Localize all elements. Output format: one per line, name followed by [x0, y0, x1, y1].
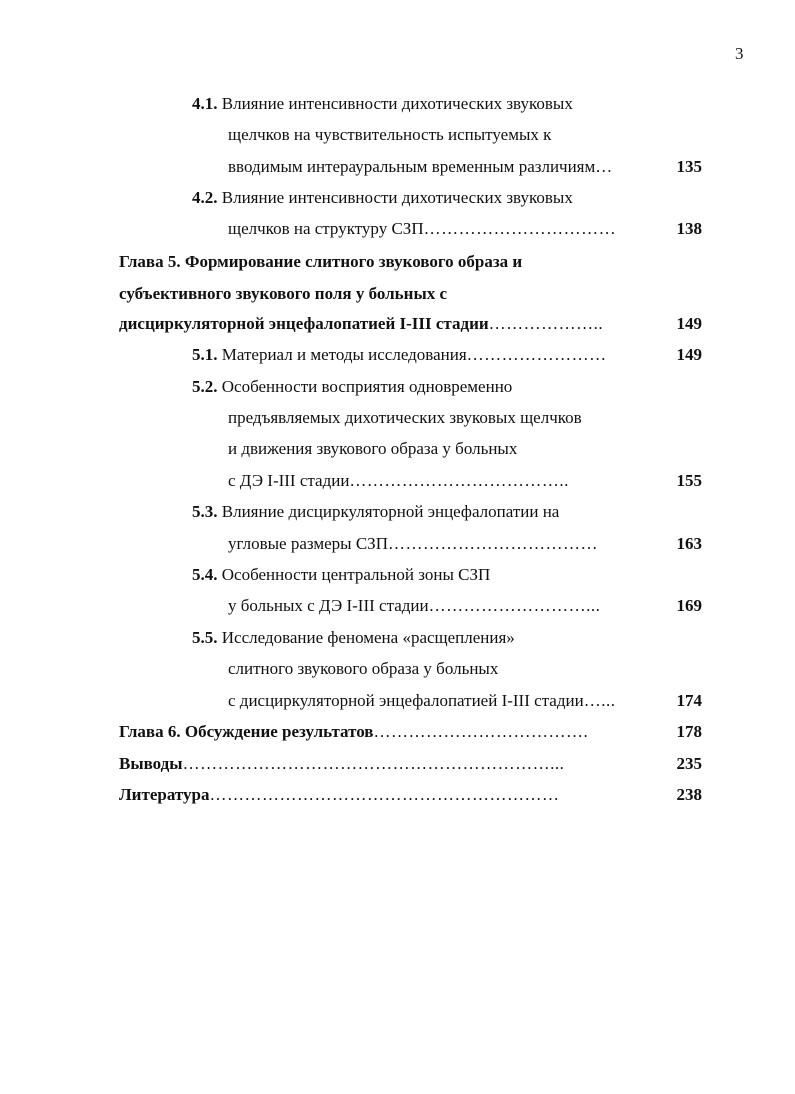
toc-entry-4-1-line2: щелчков на чувствительность испытуемых к	[228, 125, 552, 144]
toc-literature	[119, 785, 559, 805]
toc-entry-5-1	[192, 345, 607, 365]
page-ref-chapter-6: 178	[676, 722, 702, 741]
section-number: 5.4.	[192, 565, 218, 584]
toc-entry-5-5-line3	[228, 691, 615, 711]
chapter-title-cont: дисциркуляторной энцефалопатией I-III стадии	[119, 314, 489, 333]
leader-dots: ………………………...	[428, 596, 601, 615]
section-number: 5.1.	[192, 345, 218, 364]
page-ref-chapter-5: 149	[676, 314, 702, 333]
page-ref-5-1: 149	[676, 345, 702, 364]
toc-conclusions	[119, 754, 564, 774]
section-number: 5.3.	[192, 502, 218, 521]
section-number: 4.2.	[192, 188, 218, 207]
leader-dots: ………………..	[488, 314, 604, 333]
toc-entry-5-2	[192, 377, 512, 397]
toc-entry-5-2-line4	[228, 471, 569, 491]
section-title-cont: с дисциркуляторной энцефалопатией I-III стадии	[228, 691, 584, 710]
toc-entry-4-1-line3: вводимым интерауральным временным различиям…	[228, 157, 613, 176]
toc-entry-5-5	[192, 628, 515, 648]
section-title: Влияние дисциркуляторной энцефалопатии на	[217, 502, 560, 521]
toc-chapter-5-line3	[119, 314, 603, 334]
toc-entry-4-1	[192, 94, 573, 114]
section-title: Особенности центральной зоны СЗП	[217, 565, 491, 584]
page-ref-5-3: 163	[676, 534, 702, 553]
section-title-cont: щелчков на структуру СЗП	[228, 219, 424, 238]
toc-chapter-5: Глава 5. Формирование слитного звукового образа и	[119, 252, 523, 271]
toc-entry-5-5-line2: слитного звукового образа у больных	[228, 659, 499, 678]
leader-dots: ………………………………..	[349, 471, 569, 490]
section-number: 4.1.	[192, 94, 218, 113]
page-ref-conclusions: 235	[676, 754, 702, 773]
section-title: Исследование феномена «расщепления»	[217, 628, 515, 647]
section-title: Особенности восприятия одновременно	[217, 377, 513, 396]
leader-dots: ………………………………………………………...	[182, 754, 565, 773]
section-title: Влияние интенсивности дихотических звуковых	[217, 94, 573, 113]
toc-entry-5-3	[192, 502, 559, 522]
chapter-title: Литература	[119, 785, 210, 804]
section-title-cont: у больных с ДЭ I-III стадии	[228, 596, 429, 615]
page-ref-literature: 238	[676, 785, 702, 804]
page-ref-5-5: 174	[676, 691, 702, 710]
toc-entry-5-4	[192, 565, 490, 585]
toc-entry-4-2	[192, 188, 573, 208]
leader-dots: ……………………………	[423, 219, 617, 238]
toc-chapter-6	[119, 722, 588, 742]
leader-dots: ……………………	[466, 345, 607, 364]
chapter-title: Выводы	[119, 754, 183, 773]
section-number: 5.5.	[192, 628, 218, 647]
leader-dots: ………………………………	[387, 534, 598, 553]
leader-dots: …...	[583, 691, 616, 710]
leader-dots: ……………………………………………………	[209, 785, 560, 804]
section-title-cont: угловые размеры СЗП	[228, 534, 388, 553]
page-ref-5-4: 169	[676, 596, 702, 615]
section-title: Влияние интенсивности дихотических звуковых	[217, 188, 573, 207]
section-number: 5.2.	[192, 377, 218, 396]
toc-entry-5-2-line2: предъявляемых дихотических звуковых щелчков	[228, 408, 582, 427]
chapter-title: Глава 6. Обсуждение результатов	[119, 722, 374, 741]
toc-chapter-5-line2: субъективного звукового поля у больных с	[119, 284, 448, 303]
page-ref-5-2: 155	[676, 471, 702, 490]
toc-entry-4-2-line2	[228, 219, 616, 239]
page-number: 3	[735, 44, 744, 63]
toc-entry-5-4-line2	[228, 596, 600, 616]
page-ref-4-2: 138	[676, 219, 702, 238]
leader-dots: ……………………………….	[373, 722, 589, 741]
toc-entry-5-2-line3: и движения звукового образа у больных	[228, 439, 518, 458]
section-title: Материал и методы исследования	[217, 345, 467, 364]
page-ref-4-1: 135	[676, 157, 702, 176]
section-title-cont: с ДЭ I-III стадии	[228, 471, 350, 490]
toc-entry-5-3-line2	[228, 534, 598, 554]
